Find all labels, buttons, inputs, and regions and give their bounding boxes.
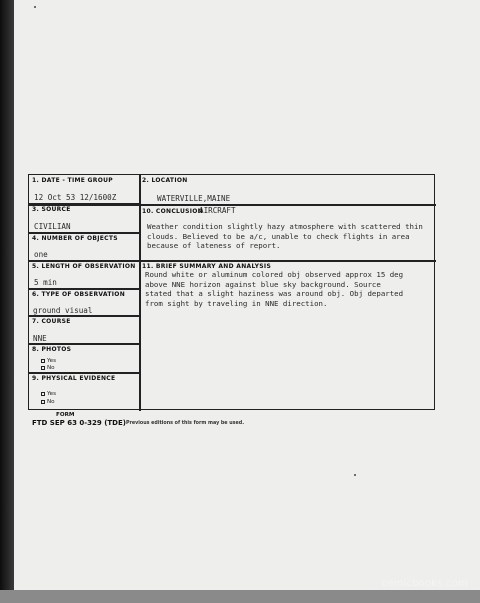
- watermark: comicbooks.com: [381, 578, 468, 589]
- project-record-card: [28, 174, 435, 410]
- row-divider: [29, 343, 139, 345]
- scan-speck: [354, 474, 356, 476]
- photos-yes-option: [41, 358, 56, 364]
- length-of-observation-value: 5 min: [34, 278, 57, 287]
- checkbox-icon: [41, 400, 45, 404]
- scan-edge-shadow: [0, 0, 14, 603]
- course-label: 7. COURSE: [32, 318, 71, 325]
- row-divider: [29, 372, 139, 374]
- location-value: WATERVILLE,MAINE: [157, 194, 231, 203]
- scan-bottom-strip: [0, 590, 480, 603]
- date-time-group-value: 12 Oct 53 12/1600Z: [34, 193, 117, 202]
- checkbox-icon: [41, 359, 45, 363]
- source-label: 3. SOURCE: [32, 206, 71, 213]
- conclusion-text: Weather condition slightly hazy atmosphere with scattered thin clouds. Believed to be a/c, unable to check flights in area because of lateness of report.: [147, 222, 423, 251]
- column-divider: [139, 175, 141, 411]
- photos-label: 8. PHOTOS: [32, 346, 72, 353]
- photos-no-option: [41, 365, 55, 371]
- form-word: FORM: [56, 412, 75, 418]
- physical-evidence-label: 9. PHYSICAL EVIDENCE: [32, 375, 116, 382]
- row-divider: [29, 315, 139, 317]
- type-of-observation-value: ground visual: [33, 306, 93, 315]
- conclusion-value: AIRCRAFT: [199, 206, 236, 215]
- conclusion-label: 10. CONCLUSION: [142, 208, 204, 215]
- course-value: NNE: [33, 334, 47, 343]
- type-of-observation-label: 6. TYPE OF OBSERVATION: [32, 291, 126, 298]
- evidence-yes-option: [41, 391, 56, 397]
- form-code: FTD SEP 63 0-329 (TDE): [32, 419, 126, 427]
- location-label: 2. LOCATION: [142, 177, 188, 184]
- number-of-objects-value: one: [34, 250, 48, 259]
- row-divider: [29, 288, 139, 290]
- evidence-yes-label: Yes: [47, 391, 57, 397]
- brief-summary-label: 11. BRIEF SUMMARY AND ANALYSIS: [142, 263, 272, 270]
- brief-summary-text: Round white or aluminum colored obj observed approx 15 deg above NNE horizon against blue sky background. Source stated that a slight haziness was around obj. Obj departed from sight by traveling in NNE direction.: [145, 270, 404, 308]
- row-divider: [29, 260, 436, 262]
- form-edition-note: Previous editions of this form may be used.: [126, 421, 245, 426]
- evidence-no-label: No: [47, 399, 55, 405]
- photos-yes-label: Yes: [47, 358, 57, 364]
- length-of-observation-label: 5. LENGTH OF OBSERVATION: [32, 263, 136, 270]
- scan-speck: [34, 6, 36, 8]
- source-value: CIVILIAN: [34, 222, 71, 231]
- row-divider: [29, 232, 139, 234]
- checkbox-icon: [41, 392, 45, 396]
- photos-no-label: No: [47, 365, 55, 371]
- checkbox-icon: [41, 366, 45, 370]
- date-time-group-label: 1. DATE - TIME GROUP: [32, 177, 113, 184]
- number-of-objects-label: 4. NUMBER OF OBJECTS: [32, 235, 118, 242]
- evidence-no-option: [41, 399, 55, 405]
